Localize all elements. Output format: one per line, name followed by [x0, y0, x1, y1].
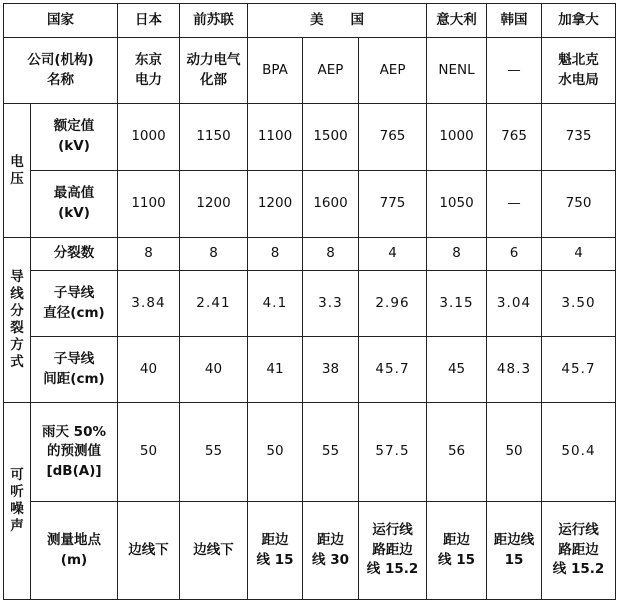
country-header-label: 国家 — [4, 4, 118, 38]
data-cell: 40 — [118, 337, 180, 403]
data-cell: 1200 — [180, 171, 248, 238]
location-cell: 距边线 15 — [487, 502, 542, 600]
company-cell: 魁北克 水电局 — [542, 38, 616, 104]
data-cell: 1150 — [180, 104, 248, 171]
rain-noise-label: 雨天 50% 的预测值 [dB(A)] — [31, 403, 118, 502]
data-cell: 50 — [248, 403, 303, 502]
country-usa: 美 国 — [248, 4, 427, 38]
country-korea: 韩国 — [487, 4, 542, 38]
data-cell: 3.50 — [542, 271, 616, 337]
rated-voltage-label: 额定值 (kV) — [31, 104, 118, 171]
data-cell: 8 — [180, 238, 248, 271]
noise-group-label: 可 听 噪 声 — [4, 403, 31, 600]
spacing-label: 子导线 间距(cm) — [31, 337, 118, 403]
company-cell: — — [487, 38, 542, 104]
location-label: 测量地点 (m) — [31, 502, 118, 600]
company-row — [4, 38, 616, 104]
rated-voltage-row — [4, 104, 616, 171]
split-count-row — [4, 238, 616, 271]
company-cell: AEP — [359, 38, 427, 104]
data-cell: — — [487, 171, 542, 238]
comparison-table — [3, 3, 616, 600]
split-count-label: 分裂数 — [31, 238, 118, 271]
location-cell: 距边 线 15 — [427, 502, 487, 600]
data-cell: 735 — [542, 104, 616, 171]
data-cell: 1050 — [427, 171, 487, 238]
location-cell: 运行线 路距边 线 15.2 — [542, 502, 616, 600]
data-cell: 8 — [248, 238, 303, 271]
data-cell: 765 — [487, 104, 542, 171]
header-row — [4, 4, 616, 38]
rain-noise-row — [4, 403, 616, 502]
location-cell: 距边 线 30 — [303, 502, 359, 600]
data-cell: 775 — [359, 171, 427, 238]
data-cell: 3.3 — [303, 271, 359, 337]
data-cell: 1100 — [248, 104, 303, 171]
country-italy: 意大利 — [427, 4, 487, 38]
company-cell: 东京 电力 — [118, 38, 180, 104]
data-cell: 45.7 — [359, 337, 427, 403]
data-cell: 6 — [487, 238, 542, 271]
max-voltage-row — [4, 171, 616, 238]
location-cell: 边线下 — [118, 502, 180, 600]
company-cell: AEP — [303, 38, 359, 104]
data-cell: 1100 — [118, 171, 180, 238]
data-cell: 2.96 — [359, 271, 427, 337]
country-japan: 日本 — [118, 4, 180, 38]
data-cell: 50 — [118, 403, 180, 502]
data-cell: 2.41 — [180, 271, 248, 337]
data-cell: 50.4 — [542, 403, 616, 502]
data-cell: 1600 — [303, 171, 359, 238]
location-cell: 边线下 — [180, 502, 248, 600]
data-cell: 8 — [427, 238, 487, 271]
company-cell: NENL — [427, 38, 487, 104]
data-cell: 3.04 — [487, 271, 542, 337]
data-cell: 8 — [303, 238, 359, 271]
spacing-row — [4, 337, 616, 403]
data-cell: 48.3 — [487, 337, 542, 403]
data-cell: 1500 — [303, 104, 359, 171]
data-cell: 45 — [427, 337, 487, 403]
data-cell: 4 — [542, 238, 616, 271]
country-canada: 加拿大 — [542, 4, 616, 38]
data-cell: 750 — [542, 171, 616, 238]
country-ussr: 前苏联 — [180, 4, 248, 38]
location-row — [4, 502, 616, 600]
location-cell: 运行线 路距边 线 15.2 — [359, 502, 427, 600]
data-cell: 4 — [359, 238, 427, 271]
data-cell: 1000 — [118, 104, 180, 171]
data-cell: 45.7 — [542, 337, 616, 403]
location-cell: 距边 线 15 — [248, 502, 303, 600]
data-cell: 55 — [180, 403, 248, 502]
data-cell: 1000 — [427, 104, 487, 171]
data-cell: 41 — [248, 337, 303, 403]
data-cell: 56 — [427, 403, 487, 502]
data-cell: 55 — [303, 403, 359, 502]
voltage-group-label: 电 压 — [4, 104, 31, 238]
data-cell: 765 — [359, 104, 427, 171]
diameter-row — [4, 271, 616, 337]
data-cell: 3.15 — [427, 271, 487, 337]
company-cell: BPA — [248, 38, 303, 104]
data-cell: 38 — [303, 337, 359, 403]
data-cell: 4.1 — [248, 271, 303, 337]
max-voltage-label: 最高值 (kV) — [31, 171, 118, 238]
data-cell: 40 — [180, 337, 248, 403]
diameter-label: 子导线 直径(cm) — [31, 271, 118, 337]
data-cell: 1200 — [248, 171, 303, 238]
company-cell: 动力电气 化部 — [180, 38, 248, 104]
data-cell: 50 — [487, 403, 542, 502]
data-cell: 8 — [118, 238, 180, 271]
data-cell: 57.5 — [359, 403, 427, 502]
company-label: 公司(机构) 名称 — [4, 38, 118, 104]
conductor-group-label: 导 线 分 裂 方 式 — [4, 238, 31, 403]
data-cell: 3.84 — [118, 271, 180, 337]
